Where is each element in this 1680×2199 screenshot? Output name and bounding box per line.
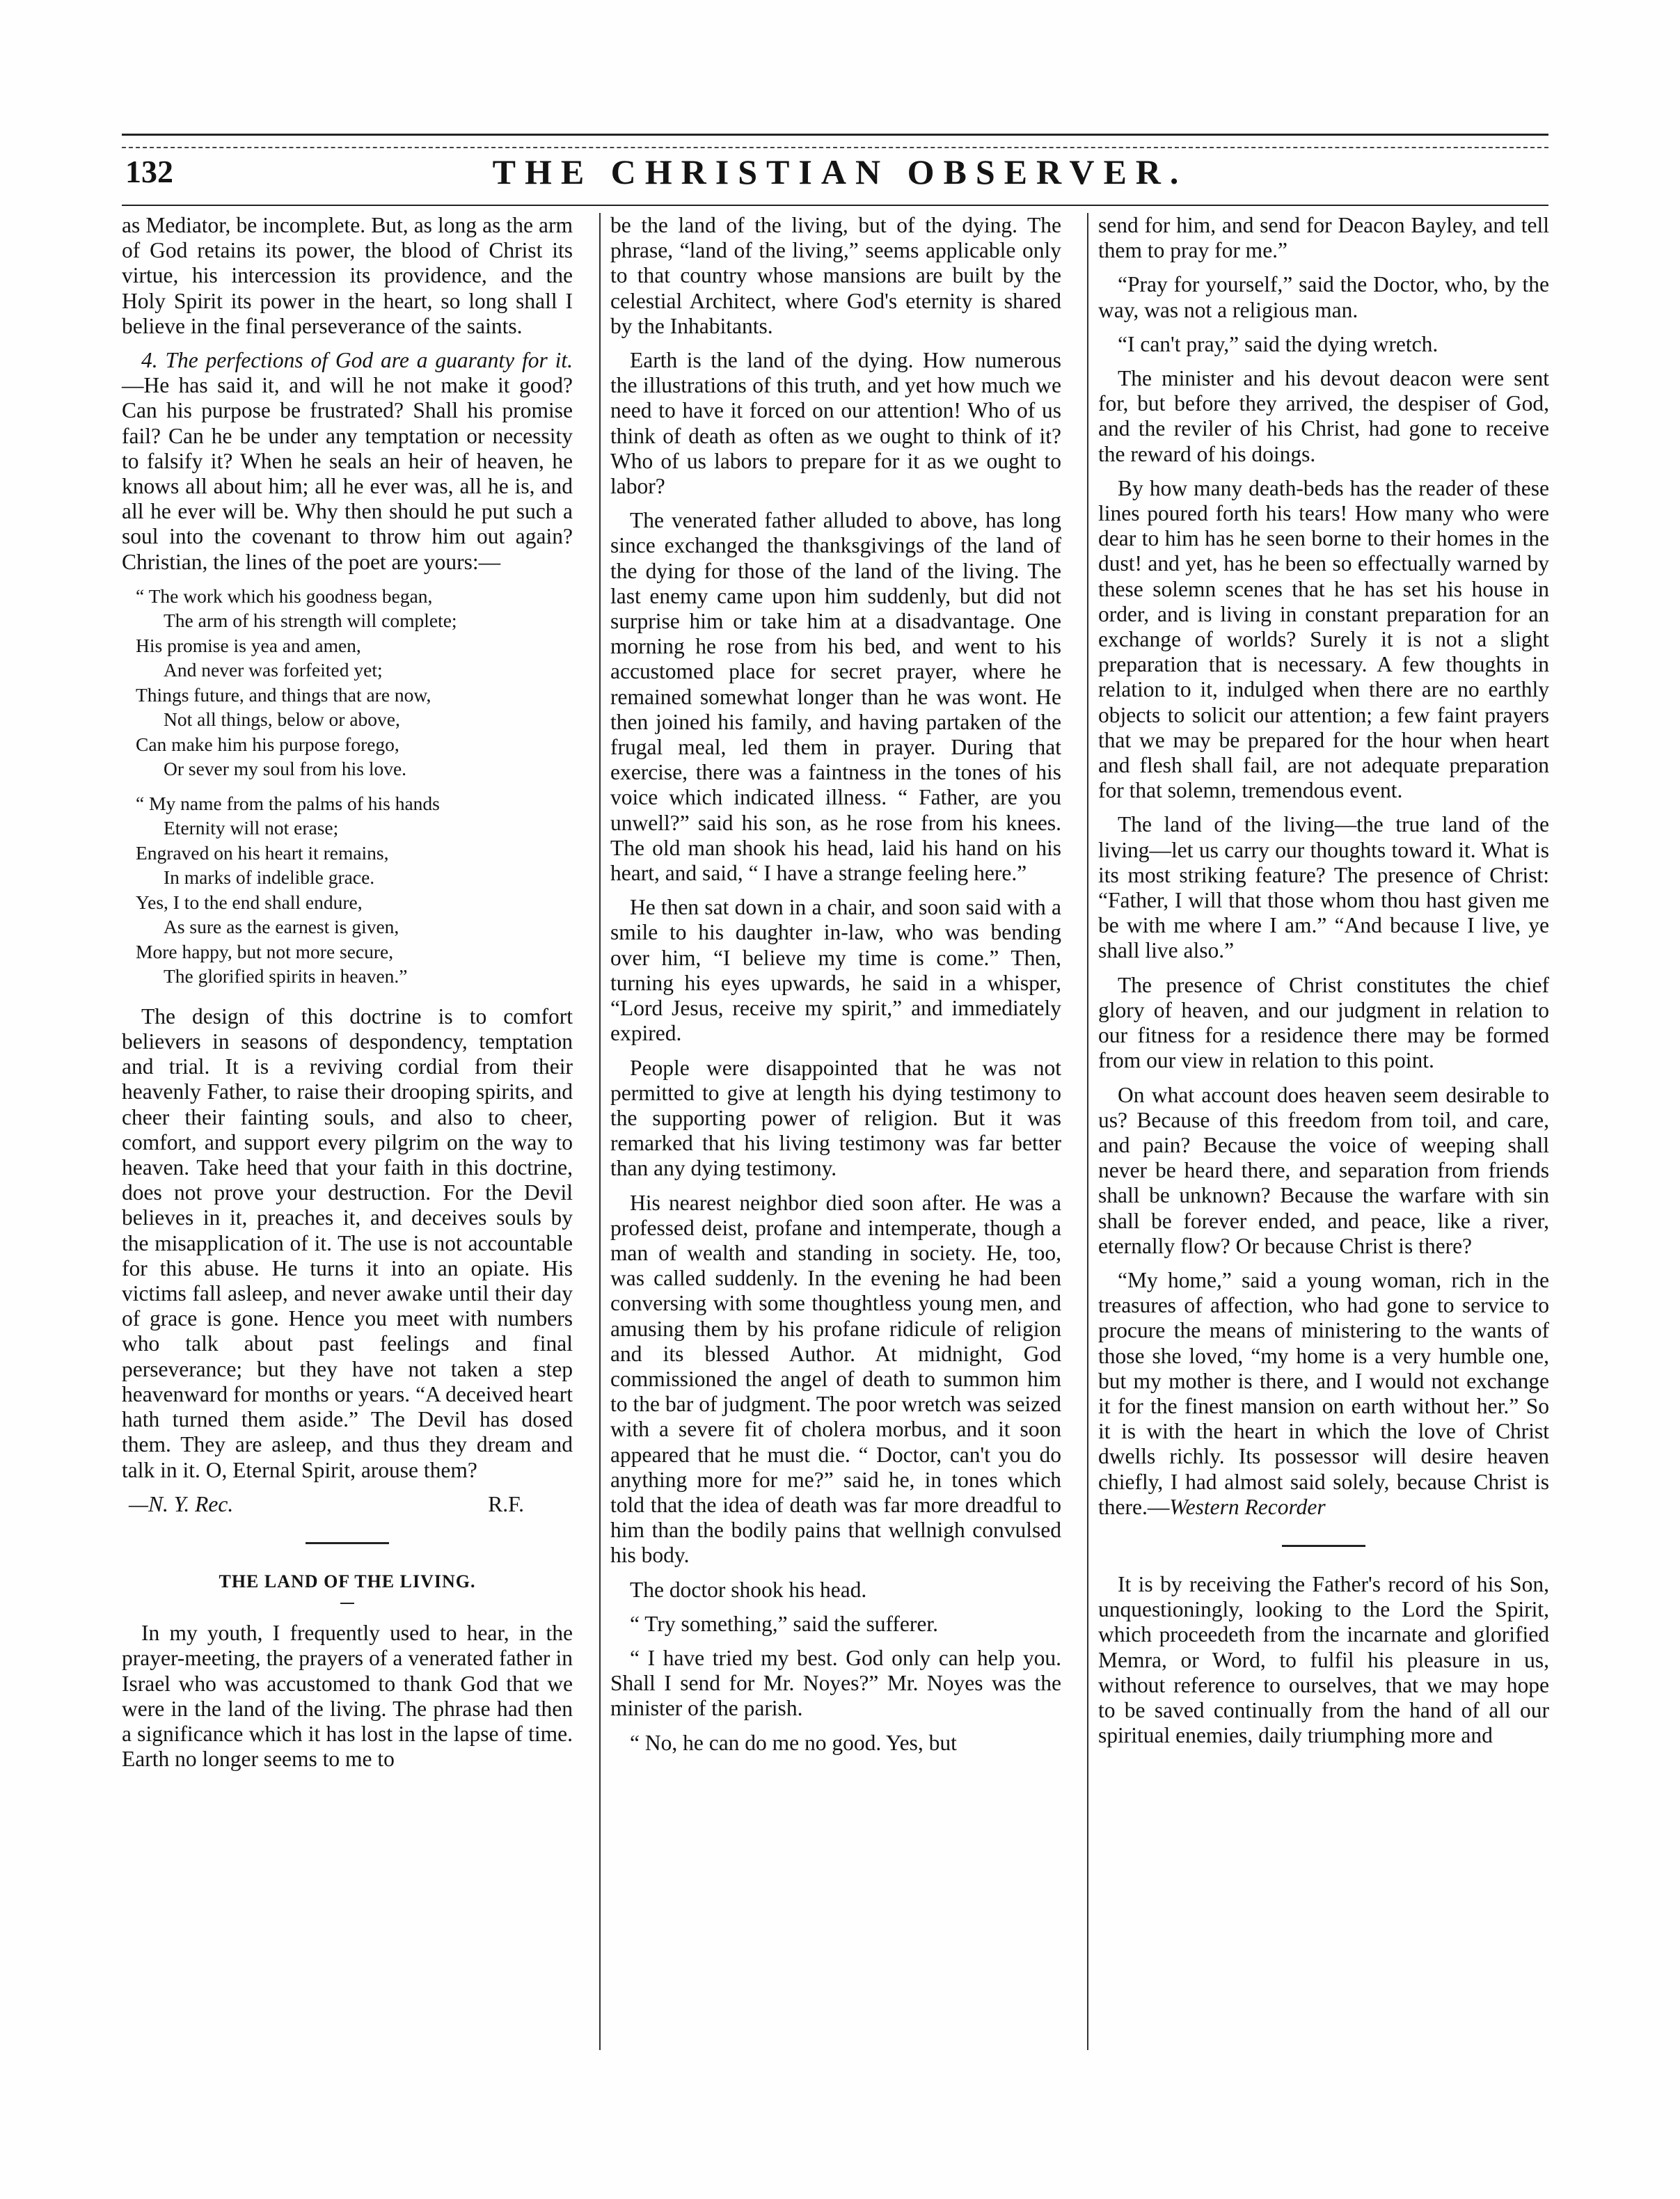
page-number: 132 <box>125 154 173 189</box>
poem-line: The glorified spirits in heaven.” <box>164 965 408 987</box>
poem-line: Yes, I to the end shall endure, <box>136 891 363 913</box>
column-divider-2 <box>1087 213 1088 2050</box>
paragraph: It is by receiving the Father's record of his Son, unquestioningly, looking to the Lord the Spirit, which proceedeth from the incarnate and glorified Memra, or Word, to fulfil his pleasure in us, without reference to ourselves, that we may hope to be saved continually from the hand of all our spiritual enemies, daily triumphing more and <box>1098 1571 1549 1748</box>
paragraph: The design of this doctrine is to comfort believers in seasons of despondency, temptation and trial. It is a reviving cordial from their heavenly Father, to raise their drooping spirits, and cheer their fainting souls, and also to cheer, comfort, and support every pilgrim on the way to heaven. Take heed that your faith in this doctrine, does not prove your destruction. For the Devil believes in it, preaches it, and deceives souls by the misapplication of it. The use is not accountable for this abuse. He turns it into an opiate. His victims fall asleep, and never awake until their day of grace is gone. Hence you meet with numbers who talk about past feelings and final perseverance; but they have not taken a step heavenward for months or years. “A deceived heart hath turned them aside.” The Devil has dosed them. They are asleep, and thus they dream and talk in it. O, Eternal Spirit, arouse them? <box>122 1003 573 1482</box>
paragraph <box>1098 1268 1549 1520</box>
column-1 <box>122 213 573 1781</box>
paragraph: “ I have tried my best. God only can help you. Shall I send for Mr. Noyes?” Mr. Noyes was the minister of the parish. <box>610 1645 1061 1721</box>
paragraph: The doctor shook his head. <box>630 1577 867 1602</box>
paragraph: People were disappointed that he was not permitted to give at length his dying testimony to the supporting power of religion. But it was remarked that his living testimony was far better than any dying testimony. <box>610 1055 1061 1181</box>
poem-line: His promise is yea and amen, <box>136 634 361 656</box>
poem-line: And never was forfeited yet; <box>164 659 383 681</box>
paragraph: be the land of the living, but of the dying. The phrase, “land of the living,” seems applicable only to that country whose mansions are built by the celestial Architect, where God's eternity is shared by the Inhabitants. <box>610 213 1061 338</box>
source: Western Recorder <box>1169 1494 1326 1519</box>
paragraph: Earth is the land of the dying. How numerous the illustrations of this truth, and yet how much we need to have it forced on our attention! Who of us think of death as often as we ought to think of it? Who of us labors to prepare for it as we ought to labor? <box>610 348 1061 499</box>
article-heading: THE LAND OF THE LIVING. <box>219 1571 476 1591</box>
paragraph: The minister and his devout deacon were sent for, but before they arrived, the despiser of God, and the reviler of his Christ, had gone to receive the reward of his doings. <box>1098 366 1549 466</box>
poem-line: Can make him his purpose forego, <box>136 733 399 755</box>
attribution <box>122 1492 573 1517</box>
paragraph <box>122 348 573 575</box>
paragraph: “ No, he can do me no good. Yes, but <box>630 1730 957 1755</box>
column-divider-1 <box>599 213 601 2050</box>
section-separator <box>306 1542 389 1544</box>
poem-line: As sure as the earnest is given, <box>164 916 399 938</box>
paragraph: In my youth, I frequently used to hear, in the prayer-meeting, the prayers of a venerated father in Israel who was accustomed to thank God that we were in the land of the living. The phrase had then a significance which it has lost in the lapse of time. Earth no longer seems to me to <box>122 1621 573 1772</box>
paragraph: The presence of Christ constitutes the chief glory of heaven, and our judgment in relation to our fitness for a residence there may be formed from our view in relation to this point. <box>1098 972 1549 1073</box>
poem-line: “ The work which his goodness began, <box>136 585 433 607</box>
paragraph: His nearest neighbor died soon after. He was a professed deist, profane and intemperate, though a man of wealth and standing in society. He, too, was called suddenly. In the evening he had been conversing with some thoughtless young men, and amusing them by his profane ridicule of religion and its blessed Author. At midnight, God commissioned the angel of death to summon him to the bar of judgment. The poor wretch was seized with a severe fit of cholera morbus, and it soon appeared that he must die. “ Doctor, can't you do anything more for me?” said he, in tones which told that the idea of death was far more dreadful to him than the bodily pains that wellnigh convulsed his body. <box>610 1190 1061 1568</box>
poem-line: Eternity will not erase; <box>164 817 339 839</box>
section-separator <box>1282 1545 1365 1547</box>
poem-line: Engraved on his heart it remains, <box>136 841 389 864</box>
column-3 <box>1098 213 1549 1757</box>
heading-rule <box>340 1603 354 1604</box>
paragraph: send for him, and send for Deacon Bayley, and tell them to pray for me.” <box>1098 213 1549 263</box>
paragraph: The land of the living—the true land of the living—let us carry our thoughts toward it. What is its most striking feature? The presence of Christ: “Father, I will that those whom thou hast given me be with me where I am.” “And because I live, ye shall live also.” <box>1098 812 1549 963</box>
paragraph-text: “My home,” said a young woman, rich in the treasures of affection, who had gone to service to procure the means of ministering to the wants of those she loved, “my home is a very humble one, but my mother is there, and I would not exchange it for the finest mansion on earth without her.” So it is with the heart in which the love of Christ dwells richly. Its possessor will desire heaven chiefly, I had almost said solely, because Christ is there.— <box>1098 1267 1549 1519</box>
page-title: THE CHRISTIAN OBSERVER. <box>492 152 1188 191</box>
paragraph: The venerated father alluded to above, has long since exchanged the thanksgivings of the land of the dying for those of the land of the living. The last enemy came upon him suddenly, but did not surprise him or take him at a disadvantage. One morning he rose from his bed, and went to his accustomed place for secret prayer, where he remained somewhat longer than he was wont. He then joined his family, and having partaken of the frugal meal, led them in prayer. During that exercise, there was a faintness in the tones of his voice which indicated illness. “ Father, are you unwell?” said his son, as he rose from his knees. The old man shook his head, laid his hand on his heart, and said, “ I have a strange feeling here.” <box>610 508 1061 886</box>
poem-line: “ My name from the palms of his hands <box>136 792 440 814</box>
paragraph: On what account does heaven seem desirable to us? Because of this freedom from toil, and care, and pain? Because the voice of weeping shall never be heard there, and separation from friends shall be unknown? Because the warfare with sin shall be forever ended, and peace, like a river, eternally flow? Or because Christ is there? <box>1098 1082 1549 1258</box>
paragraph: as Mediator, be incomplete. But, as long as the arm of God retains its power, the blood of Christ its virtue, his intercession its providence, and the Holy Spirit its power in the heart, so long shall I believe in the final perseverance of the saints. <box>122 213 573 338</box>
paragraph: “ Try something,” said the sufferer. <box>630 1611 938 1636</box>
poem <box>136 584 573 989</box>
paragraph: “I can't pray,” said the dying wretch. <box>1118 331 1439 356</box>
poem-line: The arm of his strength will complete; <box>164 610 457 632</box>
poem-line: More happy, but not more secure, <box>136 940 394 962</box>
column-2 <box>610 213 1061 1765</box>
poem-line: Things future, and things that are now, <box>136 683 431 706</box>
source: —N. Y. Rec. <box>129 1491 234 1516</box>
paragraph: By how many death-beds has the reader of these lines poured forth his tears! How many who were dear to him has he seen borne to their homes in the dust! and yet, has he been so effectually warned by these solemn scenes that he has set his house in order, and is living in constant preparation for an exchange of worlds? Surely it is not a slight preparation that is necessary. A few thoughts in relation to it, indulged when there are no earthly objects to solicit our attention; a few faint prayers that we may be prepared for the hour when heart and flesh shall fail, are not adequate preparation for that solemn, tremendous event. <box>1098 475 1549 803</box>
header-rule <box>122 205 1548 206</box>
section-lead: 4. The perfections of God are a guaranty for it. <box>141 348 573 373</box>
top-decorative-rule <box>122 134 1548 148</box>
author-initials: R.F. <box>488 1491 524 1516</box>
poem-line: Or sever my soul from his love. <box>164 758 407 780</box>
paragraph: “Pray for yourself,” said the Doctor, who, by the way, was not a religious man. <box>1098 272 1549 322</box>
poem-line: In marks of indelible grace. <box>164 866 375 889</box>
poem-line: Not all things, below or above, <box>164 708 400 731</box>
paragraph-text: —He has said it, and will he not make it good? Can his purpose be frustrated? Shall his promise fail? Can he be under any temptation or necessity to falsify it? When he seals an heir of heaven, he knows all about him; all he ever was, all he is, and all he ever will be. Why then should he put such a soul into the covenant to throw him out again? Christian, the lines of the poet are yours:— <box>122 373 573 574</box>
paragraph: He then sat down in a chair, and soon said with a smile to his daughter in-law, who was bending over him, “I believe my time is come.” Then, turning his eyes upwards, he said in a whisper, “Lord Jesus, receive my spirit,” and immediately expired. <box>610 895 1061 1046</box>
